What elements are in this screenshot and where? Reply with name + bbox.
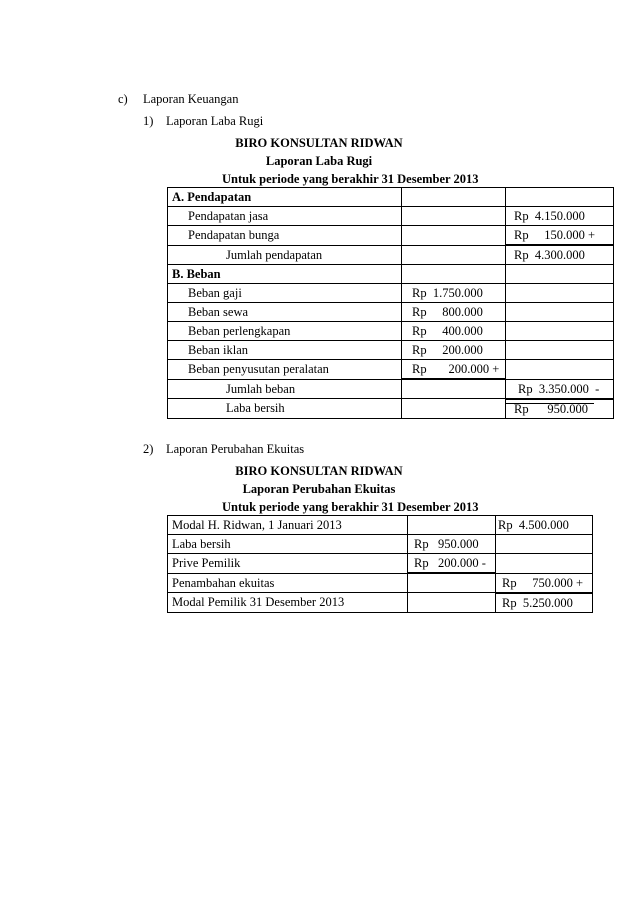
income-item-label: Pendapatan bunga — [168, 226, 402, 246]
expense-header: B. Beban — [168, 265, 402, 284]
expense-total-label: Jumlah beban — [168, 379, 402, 399]
table-row — [168, 399, 614, 419]
equity-row-label: Modal Pemilik 31 Desember 2013 — [168, 593, 408, 613]
report2-period: Untuk periode yang berakhir 31 Desember 2013 — [222, 500, 479, 514]
equity-row-right: Rp 750.000 + — [502, 575, 584, 590]
table-row — [168, 265, 614, 284]
income-total-amount: Rp 4.300.000 — [514, 248, 585, 262]
income-total-label: Jumlah pendapatan — [168, 245, 402, 265]
section-title: Laporan Keuangan — [143, 92, 239, 106]
equity-row-mid: Rp 950.000 — [414, 537, 479, 551]
table-row — [168, 535, 593, 554]
expense-item-label: Beban sewa — [168, 303, 402, 322]
report2-number: 2) — [143, 442, 154, 456]
equity-row-mid: Rp 200.000 - — [414, 556, 486, 570]
table-row — [168, 573, 593, 593]
report1-company: BIRO KONSULTAN RIDWAN — [235, 136, 403, 150]
expense-item-label: Beban perlengkapan — [168, 322, 402, 341]
income-item-amount: Rp 150.000 — [514, 228, 585, 242]
equity-statement-table — [167, 515, 593, 613]
expense-item-amount: Rp 800.000 — [412, 305, 483, 319]
net-income-amount: Rp 950.000 — [514, 401, 588, 416]
table-row — [168, 245, 614, 265]
double-underline — [496, 612, 592, 613]
table-row — [168, 303, 614, 322]
expense-item-label: Beban penyusutan peralatan — [168, 360, 402, 380]
report1-title: Laporan Laba Rugi — [265, 154, 373, 168]
table-row — [168, 516, 593, 535]
report1-number: 1) — [143, 114, 154, 128]
net-income-label: Laba bersih — [168, 399, 402, 419]
report2-title: Laporan Perubahan Ekuitas — [242, 482, 396, 496]
equity-row-right: Rp 5.250.000 — [502, 595, 573, 610]
minus-sign: - — [595, 381, 600, 396]
equity-row-label: Penambahan ekuitas — [168, 573, 408, 593]
table-row — [168, 188, 614, 207]
expense-item-label: Beban iklan — [168, 341, 402, 360]
double-underline — [506, 403, 594, 404]
equity-row-label: Laba bersih — [168, 535, 408, 554]
equity-row-label: Modal H. Ridwan, 1 Januari 2013 — [168, 516, 408, 535]
equity-row-label: Prive Pemilik — [168, 554, 408, 574]
table-row — [168, 322, 614, 341]
table-row — [168, 284, 614, 303]
report1-heading: Laporan Laba Rugi — [166, 114, 264, 128]
table-row — [168, 341, 614, 360]
table-row — [168, 207, 614, 226]
income-statement-table — [167, 187, 614, 419]
expense-item-label: Beban gaji — [168, 284, 402, 303]
income-item-label: Pendapatan jasa — [168, 207, 402, 226]
income-header: A. Pendapatan — [168, 188, 402, 207]
expense-item-amount: Rp 200.000 — [412, 362, 490, 376]
table-row — [168, 226, 614, 246]
table-row — [168, 554, 593, 574]
table-row — [168, 360, 614, 380]
table-row — [168, 593, 593, 613]
expense-item-amount: Rp 200.000 — [412, 343, 483, 357]
expense-total-amount: Rp 3.350.000 — [518, 381, 589, 396]
report2-company: BIRO KONSULTAN RIDWAN — [235, 464, 403, 478]
plus-sign: + — [492, 362, 500, 376]
plus-sign: + — [587, 228, 596, 242]
equity-row-right: Rp 4.500.000 — [498, 518, 569, 532]
report2-heading: Laporan Perubahan Ekuitas — [166, 442, 305, 456]
section-label: c) — [118, 92, 128, 106]
income-item-amount: Rp 4.150.000 — [514, 209, 585, 223]
table-row — [168, 379, 614, 399]
expense-item-amount: Rp 400.000 — [412, 324, 483, 338]
report1-period: Untuk periode yang berakhir 31 Desember 2013 — [222, 172, 479, 186]
expense-item-amount: Rp 1.750.000 — [412, 286, 483, 300]
